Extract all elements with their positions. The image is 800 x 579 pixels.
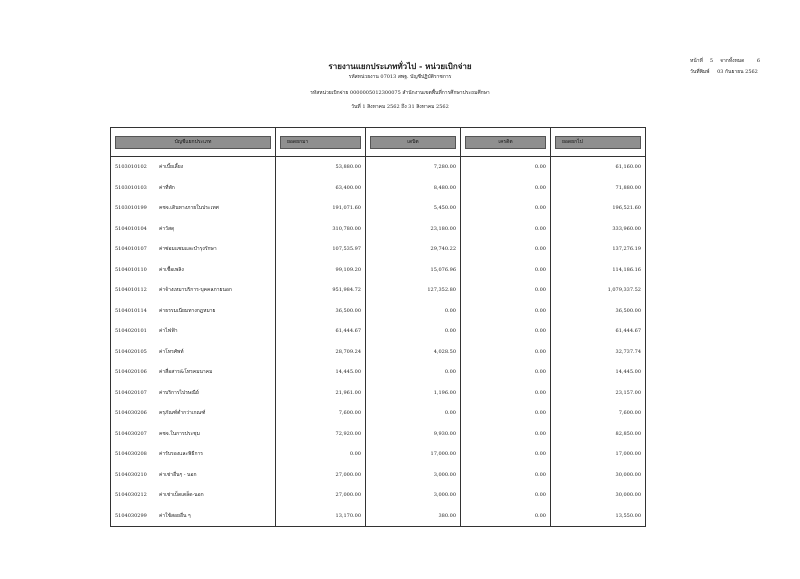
- account-cell: [111, 301, 276, 322]
- account-name: ค่าเบี้ยเลี้ยง: [159, 164, 184, 171]
- account-cell: [111, 178, 276, 199]
- account-cell: [111, 342, 276, 363]
- brought-forward-cell: 61,444.67: [276, 321, 366, 342]
- brought-forward-cell: 53,880.00: [276, 157, 366, 178]
- carried-forward-cell: 1,079,337.52: [551, 280, 646, 301]
- account-name: ค่าโทรศัพท์: [159, 348, 184, 355]
- brought-forward-cell: 36,500.00: [276, 301, 366, 322]
- credit-cell: 0.00: [461, 403, 551, 424]
- account-code: 5103010103: [115, 184, 147, 191]
- debit-cell: 23,180.00: [366, 219, 461, 240]
- carried-forward-cell: 61,444.67: [551, 321, 646, 342]
- table-row: [111, 157, 646, 178]
- account-cell: [111, 157, 276, 178]
- account-cell: [111, 219, 276, 240]
- account-cell: [111, 403, 276, 424]
- account-code: 5104030206: [115, 410, 147, 417]
- account-name: ค่าเช่าเบ็ดเตล็ด-นอก: [159, 492, 204, 499]
- account-cell: [111, 362, 276, 383]
- column-header-account: บัญชีแยกประเภท: [111, 128, 276, 157]
- table-row: [111, 260, 646, 281]
- carried-forward-cell: 30,000.00: [551, 485, 646, 506]
- debit-cell: 0.00: [366, 362, 461, 383]
- account-code: 5104010112: [115, 287, 147, 294]
- account-code: 5104030212: [115, 492, 147, 499]
- debit-cell: 7,280.00: [366, 157, 461, 178]
- brought-forward-cell: 13,170.00: [276, 506, 366, 527]
- credit-cell: 0.00: [461, 485, 551, 506]
- carried-forward-cell: 82,850.00: [551, 424, 646, 445]
- agency-code-line: รหัสหน่วยงาน 07013 สพฐ. บัญชีปฏิบัติราชการ: [348, 74, 452, 80]
- debit-cell: 8,480.00: [366, 178, 461, 199]
- debit-cell: 0.00: [366, 301, 461, 322]
- credit-cell: 0.00: [461, 157, 551, 178]
- account-name: ค่าเช่าอื่นๆ - นอก: [159, 471, 197, 478]
- brought-forward-cell: 63,400.00: [276, 178, 366, 199]
- brought-forward-cell: 21,961.00: [276, 383, 366, 404]
- account-code: 5104010107: [115, 246, 147, 253]
- carried-forward-cell: 7,600.00: [551, 403, 646, 424]
- brought-forward-cell: 28,709.24: [276, 342, 366, 363]
- carried-forward-cell: 13,550.00: [551, 506, 646, 527]
- carried-forward-cell: 137,276.19: [551, 239, 646, 260]
- table-row: [111, 321, 646, 342]
- account-code: 5104030208: [115, 451, 147, 458]
- credit-cell: 0.00: [461, 219, 551, 240]
- credit-cell: 0.00: [461, 383, 551, 404]
- credit-cell: 0.00: [461, 198, 551, 219]
- account-cell: [111, 506, 276, 527]
- account-name: ค่าธรรมเนียมทางกฎหมาย: [159, 307, 216, 314]
- account-name: ค่าไฟฟ้า: [159, 328, 178, 335]
- total-label: จากทั้งหมด: [720, 58, 745, 64]
- account-cell: [111, 444, 276, 465]
- account-code: 5104020101: [115, 328, 147, 335]
- table-row: [111, 362, 646, 383]
- debit-cell: 1,196.00: [366, 383, 461, 404]
- print-date: 03 กันยายน 2562: [717, 69, 758, 75]
- carried-forward-cell: 71,880.00: [551, 178, 646, 199]
- carried-forward-cell: 333,960.00: [551, 219, 646, 240]
- ledger-table: [110, 127, 646, 527]
- account-cell: [111, 198, 276, 219]
- account-name: ค่าที่พัก: [159, 184, 175, 191]
- debit-cell: 4,028.50: [366, 342, 461, 363]
- column-header-debit: เดบิต: [366, 128, 461, 157]
- credit-cell: 0.00: [461, 321, 551, 342]
- date-range-line: วันที่ 1 สิงหาคม 2562 ถึง 31 สิงหาคม 2562: [351, 104, 449, 110]
- account-code: 5104010110: [115, 266, 147, 273]
- table-row: [111, 444, 646, 465]
- debit-cell: 17,000.00: [366, 444, 461, 465]
- account-name: คชจ.ในการประชุม: [159, 430, 200, 437]
- carried-forward-cell: 14,445.00: [551, 362, 646, 383]
- account-code: 5104020105: [115, 348, 147, 355]
- account-cell: [111, 485, 276, 506]
- table-row: [111, 219, 646, 240]
- table-row: [111, 178, 646, 199]
- account-cell: [111, 280, 276, 301]
- debit-cell: 29,740.22: [366, 239, 461, 260]
- total-pages: 6: [756, 58, 760, 64]
- account-code: 5103010199: [115, 205, 147, 212]
- account-code: 5104010104: [115, 225, 147, 232]
- account-name: ค่าบริการไปรษณีย์: [159, 389, 199, 396]
- brought-forward-cell: 72,920.00: [276, 424, 366, 445]
- column-header-brought-forward: ยอดยกมา: [276, 128, 366, 157]
- account-code: 5104030207: [115, 430, 147, 437]
- brought-forward-cell: 0.00: [276, 444, 366, 465]
- table-row: [111, 403, 646, 424]
- table-row: [111, 506, 646, 527]
- carried-forward-cell: 196,521.60: [551, 198, 646, 219]
- debit-cell: 3,000.00: [366, 485, 461, 506]
- account-cell: [111, 321, 276, 342]
- account-code: 5103010102: [115, 164, 147, 171]
- account-cell: [111, 465, 276, 486]
- credit-cell: 0.00: [461, 260, 551, 281]
- debit-cell: 3,000.00: [366, 465, 461, 486]
- report-title: รายงานแยกประเภททั่วไป - หน่วยเบิกจ่าย: [328, 61, 472, 71]
- table-row: [111, 342, 646, 363]
- table-row: [111, 465, 646, 486]
- brought-forward-cell: 107,535.97: [276, 239, 366, 260]
- account-code: 5104020106: [115, 369, 147, 376]
- column-header-credit: เครดิต: [461, 128, 551, 157]
- credit-cell: 0.00: [461, 362, 551, 383]
- brought-forward-cell: 191,071.60: [276, 198, 366, 219]
- account-cell: [111, 260, 276, 281]
- carried-forward-cell: 23,157.00: [551, 383, 646, 404]
- brought-forward-cell: 310,780.00: [276, 219, 366, 240]
- debit-cell: 380.00: [366, 506, 461, 527]
- account-name: ค่าใช้สอยอื่น ๆ: [159, 512, 191, 519]
- print-date-label: วันที่พิมพ์: [690, 69, 710, 75]
- credit-cell: 0.00: [461, 506, 551, 527]
- credit-cell: 0.00: [461, 178, 551, 199]
- account-cell: [111, 424, 276, 445]
- brought-forward-cell: 27,000.00: [276, 465, 366, 486]
- table-row: [111, 301, 646, 322]
- carried-forward-cell: 30,000.00: [551, 465, 646, 486]
- debit-cell: 0.00: [366, 403, 461, 424]
- credit-cell: 0.00: [461, 342, 551, 363]
- account-code: 5104030210: [115, 471, 147, 478]
- table-row: [111, 485, 646, 506]
- account-cell: [111, 239, 276, 260]
- page-label: หน้าที่: [690, 58, 703, 64]
- carried-forward-cell: 32,737.74: [551, 342, 646, 363]
- carried-forward-cell: 36,500.00: [551, 301, 646, 322]
- account-code: 5104010114: [115, 307, 147, 314]
- account-code: 5104030299: [115, 512, 147, 519]
- brought-forward-cell: 14,445.00: [276, 362, 366, 383]
- table-row: [111, 198, 646, 219]
- account-name: ค่าเชื้อเพลิง: [159, 266, 184, 273]
- account-name: ค่าจ้างเหมาบริการ-บุคคลภายนอก: [159, 287, 232, 294]
- page-meta: [690, 56, 760, 78]
- debit-cell: 127,352.80: [366, 280, 461, 301]
- account-code: 5104020107: [115, 389, 147, 396]
- credit-cell: 0.00: [461, 424, 551, 445]
- account-name: ค่าสื่อสาร&โทรคมนาคม: [159, 369, 213, 376]
- brought-forward-cell: 951,984.72: [276, 280, 366, 301]
- credit-cell: 0.00: [461, 239, 551, 260]
- account-name: ครุภัณฑ์ต่ำกว่าเกณฑ์: [159, 410, 206, 417]
- carried-forward-cell: 61,160.00: [551, 157, 646, 178]
- debit-cell: 9,930.00: [366, 424, 461, 445]
- page-number: 5: [709, 58, 714, 64]
- debit-cell: 0.00: [366, 321, 461, 342]
- table-header-row: [111, 128, 646, 157]
- disbursement-unit-line: รหัสหน่วยเบิกจ่าย 0000005012300075 สำนักงานเขตพื้นที่การศึกษาประถมศึกษา: [310, 90, 490, 96]
- table-row: [111, 424, 646, 445]
- debit-cell: 5,450.00: [366, 198, 461, 219]
- table-row: [111, 383, 646, 404]
- account-cell: [111, 383, 276, 404]
- account-name: ค่ารับรองและพิธีการ: [159, 451, 203, 458]
- account-name: ค่าซ่อมแซมและบำรุงรักษา: [159, 246, 217, 253]
- brought-forward-cell: 7,600.00: [276, 403, 366, 424]
- credit-cell: 0.00: [461, 444, 551, 465]
- brought-forward-cell: 99,109.20: [276, 260, 366, 281]
- carried-forward-cell: 17,000.00: [551, 444, 646, 465]
- table-row: [111, 280, 646, 301]
- account-name: ค่าวัสดุ: [159, 225, 175, 232]
- credit-cell: 0.00: [461, 465, 551, 486]
- carried-forward-cell: 114,186.16: [551, 260, 646, 281]
- column-header-carried-forward: ยอดยกไป: [551, 128, 646, 157]
- brought-forward-cell: 27,000.00: [276, 485, 366, 506]
- credit-cell: 0.00: [461, 301, 551, 322]
- account-name: คชจ.เดินทางภายในประเทศ: [159, 205, 219, 212]
- debit-cell: 15,076.96: [366, 260, 461, 281]
- credit-cell: 0.00: [461, 280, 551, 301]
- table-row: [111, 239, 646, 260]
- report-header: [0, 0, 800, 130]
